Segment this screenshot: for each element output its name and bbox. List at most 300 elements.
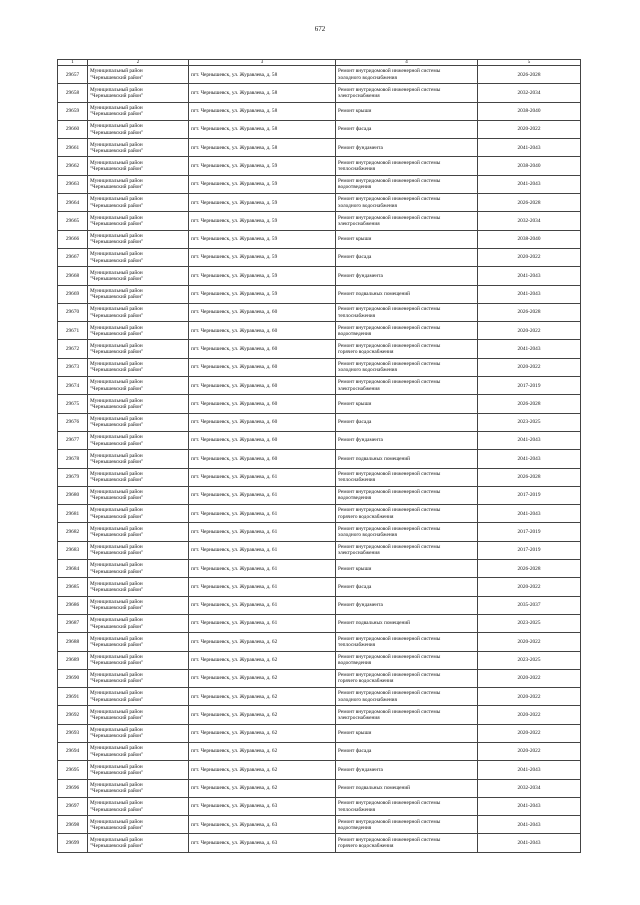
work-type-cell [336,523,478,541]
municipality-name: "Чернышевский район" [90,202,144,209]
period-cell: 2041-2043 [478,834,581,852]
work-type-cell [336,230,478,248]
table-row [58,816,581,834]
municipality-type: Муниципальный район [90,672,143,679]
address-cell: пгт. Чернышевск, ул. Журавлева, д. 61 [189,596,336,614]
table-row [58,120,581,138]
municipality-name: "Чернышевский район" [90,769,144,776]
municipality-type: Муниципальный район [90,233,143,240]
address-cell: пгт. Чернышевск, ул. Журавлева, д. 60 [189,377,336,395]
address-cell: пгт. Чернышевск, ул. Журавлева, д. 61 [189,523,336,541]
municipality-type: Муниципальный район [90,818,143,825]
table-row [58,669,581,687]
record-number: 29683 [58,541,88,559]
municipality-cell [88,834,189,852]
period-cell: 2023-2025 [478,614,581,632]
municipality-cell [88,120,189,138]
period-cell: 2023-2025 [478,413,581,431]
work-type-line: Ремонт внутридомовой инженерной системы [338,68,441,75]
work-type-line: электроснабжения [338,550,380,557]
period-cell: 2017-2019 [478,523,581,541]
table-row [58,651,581,669]
table-row [58,742,581,760]
municipality-cell [88,688,189,706]
address-cell: пгт. Чернышевск, ул. Журавлева, д. 60 [189,450,336,468]
work-type-line: Ремонт фасада [338,583,372,590]
period-cell: 2026-2028 [478,194,581,212]
period-cell: 2041-2043 [478,816,581,834]
period-cell: 2032-2034 [478,84,581,102]
record-number: 29664 [58,194,88,212]
work-type-line: Ремонт фасада [338,126,372,133]
municipality-cell [88,66,189,84]
period-cell: 2038-2040 [478,157,581,175]
address-cell: пгт. Чернышевск, ул. Журавлева, д. 62 [189,761,336,779]
work-type-cell [336,248,478,266]
record-number: 29680 [58,486,88,504]
work-type-line: Ремонт внутридомовой инженерной системы [338,818,441,825]
record-number: 29661 [58,139,88,157]
table-row [58,175,581,193]
record-number: 29669 [58,285,88,303]
period-cell: 2041-2043 [478,340,581,358]
work-type-line: Ремонт внутридомовой инженерной системы [338,544,441,551]
work-type-line: теплоснабжения [338,806,376,813]
municipality-name: "Чернышевский район" [90,367,144,374]
work-type-line: электроснабжения [338,221,380,228]
address-cell: пгт. Чернышевск, ул. Журавлева, д. 59 [189,212,336,230]
municipality-type: Муниципальный район [90,342,143,349]
work-type-line: холодного водоснабжения [338,367,397,374]
table-row [58,303,581,321]
work-type-line: теплоснабжения [338,477,376,484]
address-cell: пгт. Чернышевск, ул. Журавлева, д. 60 [189,413,336,431]
municipality-type: Муниципальный район [90,306,143,313]
municipality-name: "Чернышевский район" [90,477,144,484]
work-type-cell [336,541,478,559]
table-row [58,66,581,84]
record-number: 29679 [58,468,88,486]
municipality-cell [88,395,189,413]
period-cell: 2041-2043 [478,285,581,303]
municipality-type: Муниципальный район [90,159,143,166]
work-type-line: Ремонт внутридомовой инженерной системы [338,672,441,679]
work-type-line: Ремонт внутридомовой инженерной системы [338,379,441,386]
period-cell: 2041-2043 [478,139,581,157]
table-row [58,523,581,541]
work-type-line: Ремонт подвальных помещений [338,785,410,792]
address-cell: пгт. Чернышевск, ул. Журавлева, д. 61 [189,578,336,596]
record-number: 29691 [58,688,88,706]
period-cell: 2020-2022 [478,248,581,266]
municipality-name: "Чернышевский район" [90,532,144,539]
municipality-name: "Чернышевский район" [90,349,144,356]
municipality-cell [88,779,189,797]
work-type-line: холодного водоснабжения [338,202,397,209]
work-type-line: Ремонт подвальных помещений [338,620,410,627]
record-number: 29687 [58,614,88,632]
record-number: 29690 [58,669,88,687]
record-number: 29689 [58,651,88,669]
municipality-cell [88,157,189,175]
period-cell: 2023-2025 [478,651,581,669]
period-cell: 2020-2022 [478,322,581,340]
work-type-line: водоотведения [338,824,372,831]
address-cell: пгт. Чернышевск, ул. Журавлева, д. 59 [189,230,336,248]
municipality-cell [88,139,189,157]
work-type-line: холодного водоснабжения [338,74,397,81]
record-number: 29667 [58,248,88,266]
work-type-cell [336,742,478,760]
municipality-cell [88,614,189,632]
work-type-line: холодного водоснабжения [338,532,397,539]
work-type-cell [336,413,478,431]
work-type-cell [336,157,478,175]
municipality-type: Муниципальный район [90,269,143,276]
municipality-type: Муниципальный район [90,836,143,843]
work-type-line: Ремонт внутридомовой инженерной системы [338,525,441,532]
period-cell: 2041-2043 [478,267,581,285]
period-cell: 2032-2034 [478,212,581,230]
work-type-line: Ремонт внутридомовой инженерной системы [338,196,441,203]
address-cell: пгт. Чернышевск, ул. Журавлева, д. 59 [189,285,336,303]
table-row [58,157,581,175]
table-row [58,468,581,486]
address-cell: пгт. Чернышевск, ул. Журавлева, д. 58 [189,139,336,157]
address-cell: пгт. Чернышевск, ул. Журавлева, д. 62 [189,742,336,760]
period-cell: 2017-2019 [478,541,581,559]
table-row [58,560,581,578]
address-cell: пгт. Чернышевск, ул. Журавлева, д. 62 [189,706,336,724]
municipality-cell [88,413,189,431]
work-type-line: Ремонт внутридомовой инженерной системы [338,800,441,807]
table-row [58,724,581,742]
work-type-cell [336,651,478,669]
work-type-cell [336,834,478,852]
work-type-line: Ремонт внутридомовой инженерной системы [338,361,441,368]
period-cell: 2017-2019 [478,377,581,395]
work-type-line: холодного водоснабжения [338,696,397,703]
work-type-line: Ремонт крыши [338,730,372,737]
record-number: 29665 [58,212,88,230]
work-type-cell [336,779,478,797]
work-type-line: горячего водоснабжения [338,678,394,685]
table-row [58,194,581,212]
address-cell: пгт. Чернышевск, ул. Журавлева, д. 59 [189,267,336,285]
work-type-line: теплоснабжения [338,312,376,319]
record-number: 29697 [58,797,88,815]
municipality-type: Муниципальный район [90,580,143,587]
work-type-line: Ремонт внутридомовой инженерной системы [338,836,441,843]
municipality-name: "Чернышевский район" [90,403,144,410]
record-number: 29693 [58,724,88,742]
table-row [58,797,581,815]
work-type-line: Ремонт внутридомовой инженерной системы [338,306,441,313]
municipality-name: "Чернышевский район" [90,751,144,758]
municipality-type: Муниципальный район [90,251,143,258]
period-cell: 2038-2040 [478,230,581,248]
municipality-name: "Чернышевский район" [90,678,144,685]
municipality-name: "Чернышевский район" [90,495,144,502]
work-type-cell [336,706,478,724]
work-type-line: Ремонт внутридомовой инженерной системы [338,86,441,93]
period-cell: 2041-2043 [478,431,581,449]
municipality-cell [88,358,189,376]
record-number: 29688 [58,633,88,651]
municipality-name: "Чернышевский район" [90,660,144,667]
address-cell: пгт. Чернышевск, ул. Журавлева, д. 62 [189,724,336,742]
period-cell: 2026-2028 [478,395,581,413]
address-cell: пгт. Чернышевск, ул. Журавлева, д. 61 [189,486,336,504]
table-row [58,212,581,230]
record-number: 29670 [58,303,88,321]
municipality-type: Муниципальный район [90,123,143,130]
municipality-type: Муниципальный район [90,434,143,441]
municipality-name: "Чернышевский район" [90,330,144,337]
municipality-cell [88,742,189,760]
record-number: 29658 [58,84,88,102]
municipality-cell [88,523,189,541]
address-cell: пгт. Чернышевск, ул. Журавлева, д. 61 [189,541,336,559]
municipality-type: Муниципальный район [90,324,143,331]
period-cell: 2026-2028 [478,303,581,321]
table-row [58,267,581,285]
period-cell: 2020-2022 [478,724,581,742]
work-type-cell [336,724,478,742]
municipality-name: "Чернышевский район" [90,550,144,557]
record-number: 29671 [58,322,88,340]
record-number: 29694 [58,742,88,760]
municipality-name: "Чернышевский район" [90,513,144,520]
work-type-line: Ремонт внутридомовой инженерной системы [338,507,441,514]
work-type-line: Ремонт фундамента [338,144,383,151]
municipality-cell [88,651,189,669]
municipality-name: "Чернышевский район" [90,458,144,465]
work-type-line: Ремонт внутридомовой инженерной системы [338,653,441,660]
work-type-line: Ремонт внутридомовой инженерной системы [338,214,441,221]
municipality-cell [88,724,189,742]
municipality-name: "Чернышевский район" [90,275,144,282]
record-number: 29685 [58,578,88,596]
work-type-line: Ремонт внутридомовой инженерной системы [338,690,441,697]
work-type-line: Ремонт крыши [338,108,372,115]
municipality-type: Муниципальный район [90,397,143,404]
municipality-cell [88,175,189,193]
work-type-cell [336,377,478,395]
table-row [58,230,581,248]
work-type-line: горячего водоснабжения [338,843,394,850]
record-number: 29678 [58,450,88,468]
table-row [58,248,581,266]
table-body [58,60,581,853]
work-type-line: Ремонт внутридомовой инженерной системы [338,324,441,331]
table-row [58,431,581,449]
municipality-name: "Чернышевский район" [90,824,144,831]
municipality-name: "Чернышевский район" [90,92,144,99]
municipality-type: Муниципальный район [90,470,143,477]
table-row [58,450,581,468]
period-cell: 2017-2019 [478,486,581,504]
page-number: 672 [314,25,326,33]
municipality-cell [88,322,189,340]
period-cell: 2020-2022 [478,633,581,651]
work-type-cell [336,468,478,486]
work-type-cell [336,596,478,614]
municipality-cell [88,303,189,321]
table-row [58,633,581,651]
address-cell: пгт. Чернышевск, ул. Журавлева, д. 63 [189,797,336,815]
municipality-type: Муниципальный район [90,415,143,422]
table-row [58,84,581,102]
work-type-line: Ремонт фасада [338,254,372,261]
municipality-type: Муниципальный район [90,690,143,697]
municipality-type: Муниципальный район [90,178,143,185]
work-type-cell [336,139,478,157]
municipality-cell [88,285,189,303]
address-cell: пгт. Чернышевск, ул. Журавлева, д. 58 [189,102,336,120]
period-cell: 2020-2022 [478,706,581,724]
work-type-line: Ремонт фундамента [338,602,383,609]
municipality-type: Муниципальный район [90,781,143,788]
address-cell: пгт. Чернышевск, ул. Журавлева, д. 60 [189,340,336,358]
work-type-line: электроснабжения [338,715,380,722]
work-type-line: теплоснабжения [338,166,376,173]
table-row [58,395,581,413]
record-number: 29677 [58,431,88,449]
municipality-cell [88,377,189,395]
period-cell: 2026-2028 [478,66,581,84]
table-row [58,322,581,340]
municipality-cell [88,761,189,779]
municipality-type: Муниципальный район [90,745,143,752]
record-number: 29676 [58,413,88,431]
work-type-line: водоотведения [338,495,372,502]
municipality-cell [88,468,189,486]
period-cell: 2041-2043 [478,175,581,193]
record-number: 29682 [58,523,88,541]
municipality-cell [88,248,189,266]
address-cell: пгт. Чернышевск, ул. Журавлева, д. 61 [189,614,336,632]
municipality-cell [88,541,189,559]
municipality-name: "Чернышевский район" [90,166,144,173]
work-type-line: Ремонт внутридомовой инженерной системы [338,342,441,349]
work-type-cell [336,358,478,376]
municipality-name: "Чернышевский район" [90,147,144,154]
municipality-type: Муниципальный район [90,214,143,221]
column-number: 1 [58,60,88,66]
municipality-name: "Чернышевский район" [90,696,144,703]
table-row [58,779,581,797]
address-cell: пгт. Чернышевск, ул. Журавлева, д. 60 [189,358,336,376]
work-type-line: Ремонт подвальных помещений [338,455,410,462]
address-cell: пгт. Чернышевск, ул. Журавлева, д. 58 [189,84,336,102]
work-type-line: Ремонт фундамента [338,766,383,773]
municipality-type: Муниципальный район [90,763,143,770]
table-row [58,139,581,157]
period-cell: 2020-2022 [478,688,581,706]
municipality-name: "Чернышевский район" [90,74,144,81]
work-type-line: водоотведения [338,330,372,337]
municipality-type: Муниципальный район [90,598,143,605]
municipality-type: Муниципальный район [90,635,143,642]
work-type-cell [336,669,478,687]
record-number: 29686 [58,596,88,614]
work-type-cell [336,303,478,321]
municipality-cell [88,816,189,834]
work-type-cell [336,285,478,303]
municipality-type: Муниципальный район [90,104,143,111]
table-row [58,614,581,632]
period-cell: 2020-2022 [478,669,581,687]
work-type-line: Ремонт подвальных помещений [338,291,410,298]
work-type-line: Ремонт внутридомовой инженерной системы [338,159,441,166]
municipality-cell [88,450,189,468]
municipality-name: "Чернышевский район" [90,312,144,319]
municipality-type: Муниципальный район [90,727,143,734]
period-cell: 2041-2043 [478,450,581,468]
record-number: 29675 [58,395,88,413]
work-type-line: Ремонт крыши [338,236,372,243]
period-cell: 2026-2028 [478,468,581,486]
work-type-line: водоотведения [338,184,372,191]
municipality-name: "Чернышевский район" [90,385,144,392]
municipality-name: "Чернышевский район" [90,641,144,648]
work-type-line: Ремонт внутридомовой инженерной системы [338,470,441,477]
address-cell: пгт. Чернышевск, ул. Журавлева, д. 63 [189,834,336,852]
work-type-line: теплоснабжения [338,641,376,648]
municipality-type: Муниципальный район [90,525,143,532]
table-row [58,358,581,376]
municipality-name: "Чернышевский район" [90,605,144,612]
address-cell: пгт. Чернышевск, ул. Журавлева, д. 62 [189,688,336,706]
record-number: 29699 [58,834,88,852]
record-number: 29673 [58,358,88,376]
address-cell: пгт. Чернышевск, ул. Журавлева, д. 58 [189,120,336,138]
work-type-line: электроснабжения [338,385,380,392]
work-type-cell [336,797,478,815]
municipality-cell [88,596,189,614]
table-row [58,761,581,779]
municipality-name: "Чернышевский район" [90,843,144,850]
column-number: 4 [336,60,478,66]
municipality-cell [88,486,189,504]
table-row [58,688,581,706]
table-row [58,596,581,614]
column-number: 2 [88,60,189,66]
period-cell: 2038-2040 [478,102,581,120]
municipality-type: Муниципальный район [90,800,143,807]
address-cell: пгт. Чернышевск, ул. Журавлева, д. 59 [189,248,336,266]
address-cell: пгт. Чернышевск, ул. Журавлева, д. 62 [189,651,336,669]
work-type-cell [336,816,478,834]
table-row [58,285,581,303]
address-cell: пгт. Чернышевск, ул. Журавлева, д. 59 [189,194,336,212]
work-type-cell [336,102,478,120]
table-row [58,541,581,559]
work-type-line: Ремонт крыши [338,400,372,407]
address-cell: пгт. Чернышевск, ул. Журавлева, д. 62 [189,633,336,651]
work-type-cell [336,175,478,193]
column-number: 3 [189,60,336,66]
address-cell: пгт. Чернышевск, ул. Журавлева, д. 59 [189,175,336,193]
work-type-cell [336,560,478,578]
record-number: 29695 [58,761,88,779]
municipality-name: "Чернышевский район" [90,184,144,191]
municipality-name: "Чернышевский район" [90,111,144,118]
work-type-cell [336,66,478,84]
municipality-type: Муниципальный район [90,86,143,93]
period-cell: 2020-2022 [478,120,581,138]
